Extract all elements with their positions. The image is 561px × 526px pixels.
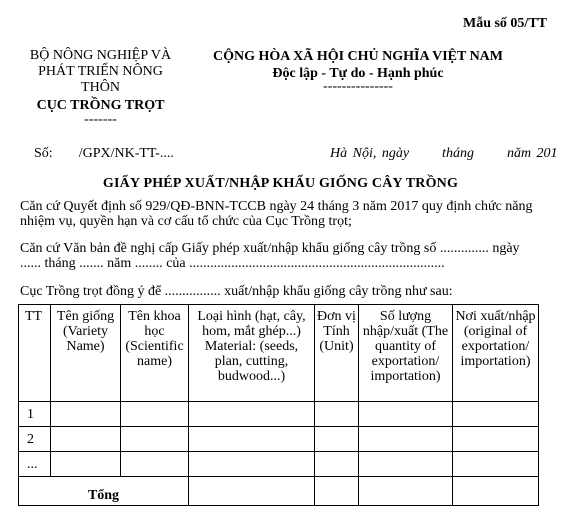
- col-header-scientific-name: Tên khoa học (Scientific name): [121, 305, 189, 402]
- place-date: Hà Nội, ngày tháng năm 201: [330, 146, 558, 161]
- document-number: [34, 146, 174, 162]
- cell-origin: [453, 427, 539, 452]
- cell-variety: [51, 452, 121, 477]
- cell-quantity: [359, 427, 453, 452]
- cell-scientific: [121, 427, 189, 452]
- document-number-label: Số:: [34, 146, 53, 161]
- cell-material: [189, 477, 315, 506]
- total-label: Tổng: [19, 477, 189, 506]
- cell-quantity: [359, 402, 453, 427]
- cell-origin: [453, 452, 539, 477]
- cell-unit: [315, 402, 359, 427]
- document-title: GIẤY PHÉP XUẤT/NHẬP KHẨU GIỐNG CÂY TRỒNG: [102, 176, 459, 191]
- row-number: 2: [19, 427, 51, 452]
- table-row: [19, 402, 539, 427]
- legal-basis-paragraph: Căn cứ Quyết định số 929/QĐ-BNN-TCCB ngày 24 tháng 3 năm 2017 quy định chức năng nhiệm vụ, quyền hạn và cơ cấu tổ chức của Cục Trồng trọt;: [20, 199, 533, 229]
- cell-quantity: [359, 452, 453, 477]
- document-number-value: /GPX/NK-TT-....: [78, 146, 174, 161]
- national-motto: Độc lập - Tự do - Hạnh phúc: [272, 66, 444, 81]
- approval-paragraph: Cục Trồng trọt đồng ý để ................ xuất/nhập khẩu giống cây trồng như sau:: [20, 284, 453, 299]
- col-header-tt: TT: [19, 305, 51, 402]
- left-header-separator: -------: [84, 112, 117, 127]
- issuing-authority-header: [18, 48, 183, 128]
- country-name: CỘNG HÒA XÃ HỘI CHỦ NGHĨA VIỆT NAM: [212, 49, 503, 64]
- department-name: CỤC TRỒNG TRỌT: [36, 98, 165, 113]
- col-header-quantity: Số lượng nhập/xuất (The quantity of exportation/ importation): [359, 305, 453, 402]
- col-header-unit: Đơn vị Tính (Unit): [315, 305, 359, 402]
- ministry-name: BỘ NÔNG NGHIỆP VÀ PHÁT TRIỂN NÔNG THÔN: [29, 48, 172, 95]
- cell-material: [189, 402, 315, 427]
- cell-variety: [51, 402, 121, 427]
- cell-origin: [453, 402, 539, 427]
- total-row: [19, 477, 539, 506]
- cell-unit: [315, 427, 359, 452]
- cell-scientific: [121, 452, 189, 477]
- cell-quantity: [359, 477, 453, 506]
- table-header-row: [19, 305, 539, 402]
- row-number: ...: [19, 452, 51, 477]
- form-number: Mẫu số 05/TT: [462, 16, 547, 31]
- cell-origin: [453, 477, 539, 506]
- national-header: [198, 48, 518, 95]
- cell-unit: [315, 452, 359, 477]
- col-header-origin: Nơi xuất/nhập (original of exportation/ importation): [453, 305, 539, 402]
- col-header-variety-name: Tên giống (Variety Name): [51, 305, 121, 402]
- right-header-separator: ---------------: [323, 79, 393, 94]
- variety-table: [18, 304, 539, 506]
- cell-material: [189, 427, 315, 452]
- cell-variety: [51, 427, 121, 452]
- col-header-material: Loại hình (hạt, cây, hom, mắt ghép...) Material: (seeds, plan, cutting, budwood...): [189, 305, 315, 402]
- request-paragraph: Căn cứ Văn bản đề nghị cấp Giấy phép xuất/nhập khẩu giống cây trồng số .............. ngày ...... tháng ....... năm ........ của .........................................................................: [20, 241, 520, 271]
- table-row: [19, 452, 539, 477]
- cell-scientific: [121, 402, 189, 427]
- cell-unit: [315, 477, 359, 506]
- row-number: 1: [19, 402, 51, 427]
- table-row: [19, 427, 539, 452]
- cell-material: [189, 452, 315, 477]
